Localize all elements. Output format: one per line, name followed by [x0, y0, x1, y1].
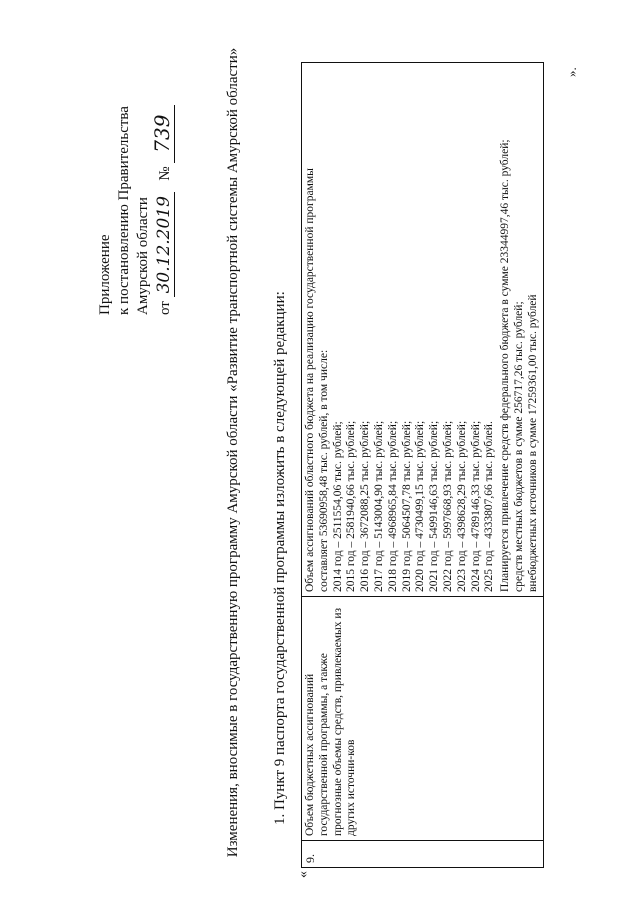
year-line-2017: 2017 год – 5143004,90 тыс. рублей;	[372, 420, 385, 592]
year-line-2020: 2020 год – 4730499,15 тыс. рублей;	[414, 420, 427, 592]
content-lead-2: составляет 53690958,48 тыс. рублей, в том числе:	[317, 349, 330, 592]
federal-funds-line: Планируется привлечение средств федерального бюджета в сумме 23344997,46 тыс. рублей;	[499, 139, 512, 592]
appendix-line-1: к постановлению Правительства	[116, 106, 132, 315]
appendix-title: Приложение	[97, 234, 113, 315]
year-line-2018: 2018 год – 4968965,84 тыс. рублей;	[386, 420, 399, 592]
year-line-2019: 2019 год – 5064507,78 тыс. рублей;	[400, 420, 413, 592]
row-label-cell	[302, 597, 544, 841]
table-row	[302, 63, 544, 868]
year-line-2022: 2022 год – 5997668,93 тыс. рублей;	[441, 420, 454, 592]
row-label: Объем бюджетных ассигнований государственной программы, а также прогнозные объемы средств, привлекаемых из других источни-ков	[304, 607, 358, 836]
document-title: Изменения, вносимые в государственную программу Амурской области «Развитие транспортной системы Амурской области»	[225, 47, 241, 858]
quote-open: «	[296, 871, 311, 878]
year-line-2015: 2015 год – 2581940,66 тыс. рублей;	[345, 420, 358, 592]
appendix-line-2: Амурской области	[135, 197, 151, 315]
year-line-2025: 2025 год – 4333807,66 тыс. рублей.	[483, 421, 496, 592]
appendix-header	[96, 105, 175, 315]
row-content-cell	[302, 63, 544, 597]
year-line-2014: 2014 год – 2511554,06 тыс. рублей;	[331, 421, 344, 592]
year-line-2023: 2023 год – 4398628,29 тыс. рублей;	[455, 420, 468, 592]
resolution-date-number	[150, 105, 175, 315]
row-number: 9.	[303, 854, 317, 863]
local-funds-line: средств местных бюджетов в сумме 256717,26 тыс. рублей;	[512, 301, 525, 592]
year-line-2016: 2016 год – 3672088,25 тыс. рублей;	[359, 420, 372, 592]
resolution-number: 739	[150, 105, 175, 163]
extrabudget-funds-line: внебюджетных источников в сумме 17259361,00 тыс. рублей	[526, 294, 539, 592]
content-lead-1: Объем ассигнований областного бюджета на реализацию государственной программы	[304, 168, 316, 592]
quote-close: ».	[564, 67, 579, 77]
resolution-date: 30.12.2019	[154, 192, 175, 297]
row-number-cell	[302, 841, 544, 868]
year-line-2024: 2024 год – 4789146,33 тыс. рублей;	[469, 420, 482, 592]
number-label: №	[157, 166, 173, 181]
document-intro: 1. Пункт 9 паспорта государственной программы изложить в следующей редакции:	[272, 291, 288, 825]
passport-table	[301, 62, 544, 868]
year-line-2021: 2021 год – 5499146,63 тыс. рублей;	[428, 420, 441, 592]
from-label: от	[157, 301, 173, 315]
